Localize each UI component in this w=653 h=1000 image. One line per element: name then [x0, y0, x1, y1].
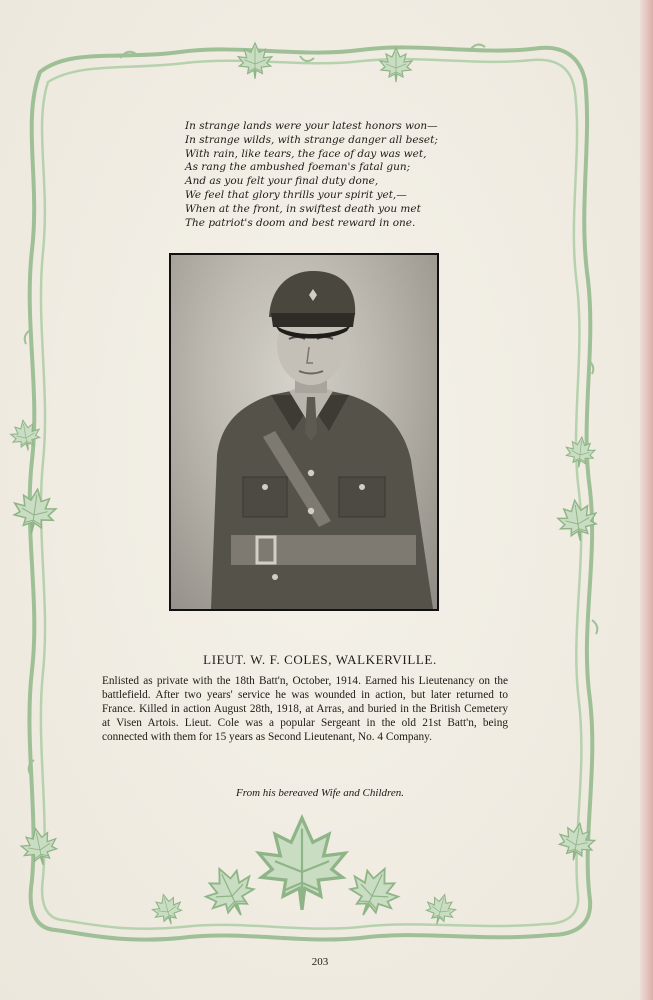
portrait-image — [171, 255, 437, 609]
page-title: LIEUT. W. F. COLES, WALKERVILLE. — [203, 652, 437, 667]
soldier-portrait-icon — [171, 255, 437, 609]
poem — [185, 120, 485, 230]
poem-line: We feel that glory thrills your spirit yet,— — [185, 188, 407, 201]
poem-line: And as you felt your final duty done, — [185, 175, 379, 188]
poem-line: In strange wilds, with strange danger all beset; — [185, 133, 438, 146]
page-number: 203 — [311, 956, 329, 968]
portrait-photo — [169, 253, 439, 611]
poem-line: In strange lands were your latest honors won— — [185, 120, 438, 132]
poem-line: With rain, like tears, the face of day was wet, — [185, 147, 427, 160]
dedication-text: From his bereaved Wife and Children. — [235, 787, 405, 799]
page-edge — [640, 0, 653, 1000]
poem-line: As rang the ambushed foeman's fatal gun; — [185, 161, 411, 174]
poem-line: When at the front, in swiftest death you met — [185, 202, 421, 215]
biography-text: Enlisted as private with the 18th Batt'n, October, 1914. Earned his Lieutenancy on the battlefield. After two years' service he was wounded in action, but later returned to France. Killed in action August 28th, 1918, at Arras, and buried in the British Cemetery at Visen Artois. Lieut. Cole was a popular Sergeant in the old 21st Batt'n, being connected with them for 15 years as Second Lieutenant, No. 4 Company. — [102, 675, 508, 743]
poem-line: The patriot's doom and best reward in one. — [185, 216, 416, 229]
